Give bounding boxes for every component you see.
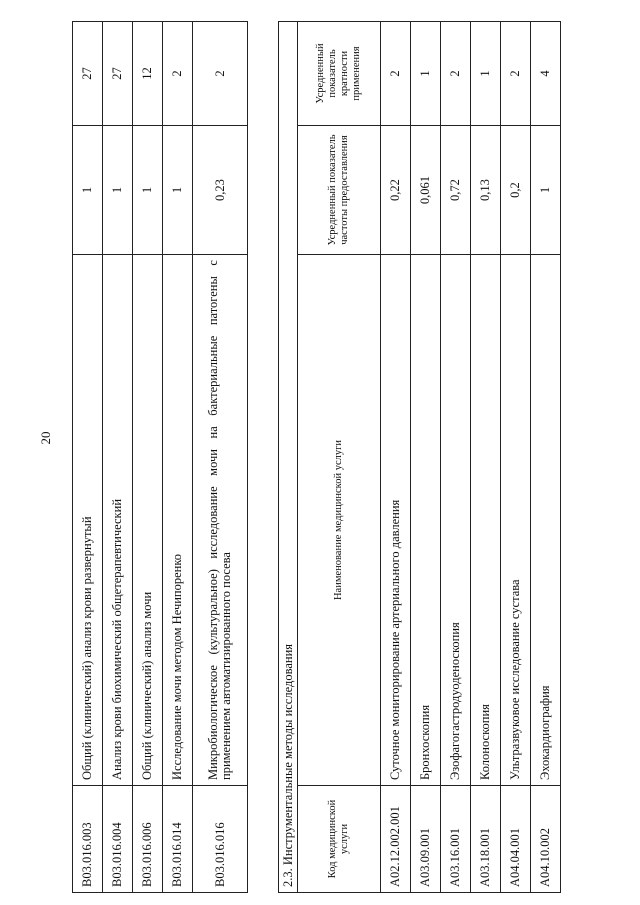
service-name: Ультразвуковое исследование сустава xyxy=(501,255,531,786)
service-code: A03.09.001 xyxy=(411,786,441,893)
frequency-value: 1 xyxy=(73,126,103,255)
table-row xyxy=(531,22,561,893)
multiplicity-value: 1 xyxy=(411,22,441,126)
table-row xyxy=(381,22,411,893)
service-name: Эзофагогастродуоденоскопия xyxy=(441,255,471,786)
page-number: 20 xyxy=(38,431,53,445)
table-row xyxy=(73,22,103,893)
table-row xyxy=(163,22,193,893)
multiplicity-value: 2 xyxy=(163,22,193,126)
table-row xyxy=(471,22,501,893)
table-header-row xyxy=(298,22,381,893)
service-name: Суточное мониторирование артериального давления xyxy=(381,255,411,786)
multiplicity-value: 4 xyxy=(531,22,561,126)
multiplicity-value: 2 xyxy=(381,22,411,126)
frequency-value: 0,13 xyxy=(471,126,501,255)
frequency-value: 1 xyxy=(103,126,133,255)
frequency-value: 0,22 xyxy=(381,126,411,255)
table-row xyxy=(133,22,163,893)
table-row xyxy=(103,22,133,893)
service-name: Общий (клинический) анализ крови развернутый xyxy=(73,255,103,786)
header-name: Наименование медицинской услуги xyxy=(298,255,381,786)
multiplicity-value: 1 xyxy=(471,22,501,126)
multiplicity-value: 12 xyxy=(133,22,163,126)
service-code: B03.016.004 xyxy=(103,786,133,893)
multiplicity-value: 27 xyxy=(73,22,103,126)
header-code: Код медицинской услуги xyxy=(298,786,381,893)
frequency-value: 0,72 xyxy=(441,126,471,255)
service-code: A04.10.002 xyxy=(531,786,561,893)
frequency-value: 0,2 xyxy=(501,126,531,255)
header-multiplicity: Усредненный показатель кратности применения xyxy=(298,22,381,126)
service-code: B03.016.016 xyxy=(193,786,248,893)
frequency-value: 0,23 xyxy=(193,126,248,255)
frequency-value: 1 xyxy=(531,126,561,255)
instrumental-methods-table xyxy=(278,21,561,893)
multiplicity-value: 2 xyxy=(441,22,471,126)
service-name: Эхокардиография xyxy=(531,255,561,786)
table-row xyxy=(193,22,248,893)
frequency-value: 0,061 xyxy=(411,126,441,255)
table-row xyxy=(501,22,531,893)
service-code: B03.016.003 xyxy=(73,786,103,893)
multiplicity-value: 2 xyxy=(501,22,531,126)
service-name: Общий (клинический) анализ мочи xyxy=(133,255,163,786)
service-name: Бронхоскопия xyxy=(411,255,441,786)
service-name: Анализ крови биохимический общетерапевтический xyxy=(103,255,133,786)
service-code: A02.12.002.001 xyxy=(381,786,411,893)
service-code: B03.016.006 xyxy=(133,786,163,893)
multiplicity-value: 2 xyxy=(193,22,248,126)
multiplicity-value: 27 xyxy=(103,22,133,126)
frequency-value: 1 xyxy=(163,126,193,255)
table-row xyxy=(441,22,471,893)
service-code: B03.016.014 xyxy=(163,786,193,893)
service-name: Исследование мочи методом Нечипоренко xyxy=(163,255,193,786)
table-row xyxy=(411,22,441,893)
section-title-row xyxy=(279,22,298,893)
frequency-value: 1 xyxy=(133,126,163,255)
service-name: Микробиологическое (культуральное) исследование мочи на бактериальные патогены с применением автоматизированного посева xyxy=(193,255,248,786)
section-title: 2.3. Инструментальные методы исследования xyxy=(279,22,298,893)
header-frequency: Усредненный показатель частоты предоставления xyxy=(298,126,381,255)
service-code: A03.18.001 xyxy=(471,786,501,893)
lab-tests-table xyxy=(72,21,248,893)
service-name: Колоноскопия xyxy=(471,255,501,786)
service-code: A04.04.001 xyxy=(501,786,531,893)
service-code: A03.16.001 xyxy=(441,786,471,893)
